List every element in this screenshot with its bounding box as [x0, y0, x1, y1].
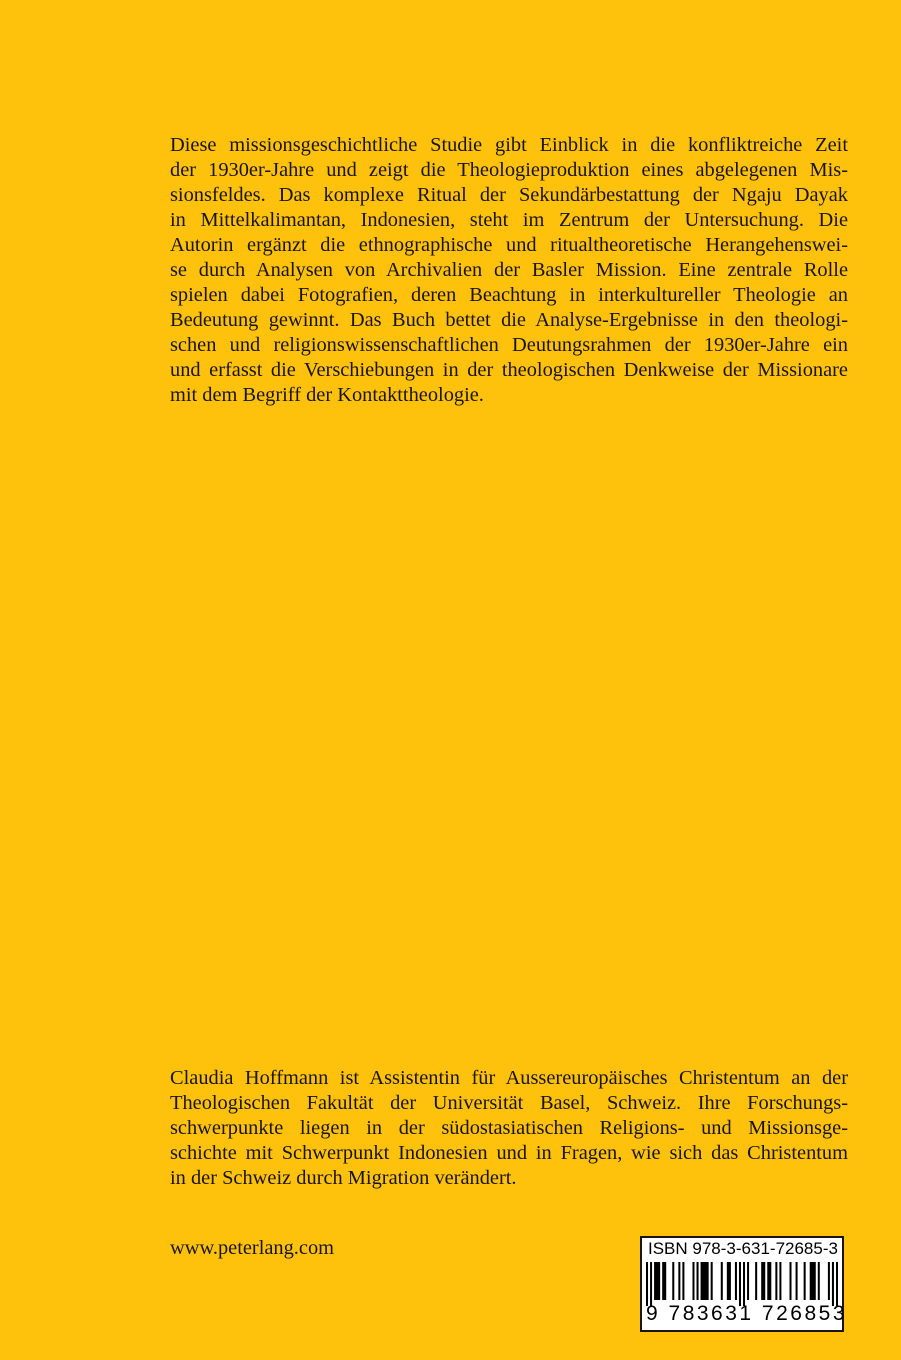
isbn-label: ISBN 978-3-631-72685-3: [648, 1239, 838, 1258]
barcode-bar: [836, 1262, 838, 1306]
author-bio-line: schwerpunkte liegen in der südostasiatischen Religions- und Missionsge-: [170, 1117, 848, 1139]
publisher-website: www.peterlang.com: [170, 1237, 335, 1259]
barcode-bar: [743, 1262, 745, 1306]
barcode-bar: [828, 1262, 830, 1300]
description-line: Autorin ergänzt die ethnographische und ritualtheoretische Herangehenswei-: [170, 234, 848, 256]
barcode-bar: [682, 1262, 684, 1300]
description-line: se durch Analysen von Archivalien der Basler Mission. Eine zentrale Rolle: [170, 259, 848, 281]
description-line: in Mittelkalimantan, Indonesien, steht im Zentrum der Untersuchung. Die: [170, 209, 848, 231]
description-line: und erfasst die Verschiebungen in der theologischen Denkweise der Missionare: [170, 359, 848, 381]
description-line: spielen dabei Fotografien, deren Beachtung in interkultureller Theologie an: [170, 284, 848, 306]
barcode-bar: [697, 1262, 699, 1300]
barcode-bar: [789, 1262, 791, 1300]
barcode-digits: 9 783631 726853: [646, 1302, 847, 1325]
description-line: Bedeutung gewinnt. Das Buch bettet die Analyse-Ergebnisse in den theologi-: [170, 309, 848, 331]
description-line: Diese missionsgeschichtliche Studie gibt Einblick in die konfliktreiche Zeit: [170, 134, 848, 156]
barcode-bar: [692, 1262, 694, 1300]
barcode-bar: [767, 1262, 771, 1300]
barcode-bar: [701, 1262, 709, 1300]
barcode-bar: [735, 1262, 737, 1300]
barcode-bar: [818, 1262, 820, 1300]
barcode-bar: [747, 1262, 749, 1300]
author-bio-line: schichte mit Schwerpunkt Indonesien und in Fragen, wie sich das Christentum: [170, 1142, 848, 1164]
author-bio-line: in der Schweiz durch Migration verändert.: [170, 1167, 517, 1189]
barcode-bar: [727, 1262, 731, 1300]
barcode-bar: [662, 1262, 666, 1300]
barcode-bar: [654, 1262, 660, 1300]
description-line: sionsfeldes. Das komplexe Ritual der Sekundärbestattung der Ngaju Dayak: [170, 184, 848, 206]
description-line: mit dem Begriff der Kontakttheologie.: [170, 384, 484, 406]
barcode-bar: [678, 1262, 680, 1300]
barcode-bar: [650, 1262, 652, 1306]
barcode-bar: [755, 1262, 757, 1300]
description-line: schen und religionswissenschaftlichen Deutungsrahmen der 1930er-Jahre ein: [170, 334, 848, 356]
barcode-bar: [779, 1262, 781, 1300]
barcode-bar: [804, 1262, 806, 1300]
barcode-bar: [646, 1262, 648, 1306]
description-line: der 1930er-Jahre und zeigt die Theologieproduktion eines abgelegenen Mis-: [170, 159, 848, 181]
barcode-bar: [672, 1262, 674, 1300]
barcode-bar: [832, 1262, 834, 1306]
barcode-bars: [646, 1262, 838, 1306]
author-bio-line: Claudia Hoffmann ist Assistentin für Aussereuropäisches Christentum an der: [170, 1067, 848, 1089]
barcode-bar: [739, 1262, 741, 1306]
barcode-bar: [810, 1262, 816, 1300]
isbn-barcode-box: [640, 1236, 847, 1332]
author-bio-line: Theologischen Fakultät der Universität Basel, Schweiz. Ihre Forschungs-: [170, 1092, 848, 1114]
barcode-bar: [775, 1262, 777, 1300]
barcode-bar: [761, 1262, 765, 1300]
barcode-bar: [796, 1262, 798, 1300]
barcode-bar: [721, 1262, 723, 1300]
barcode-bar: [711, 1262, 713, 1300]
